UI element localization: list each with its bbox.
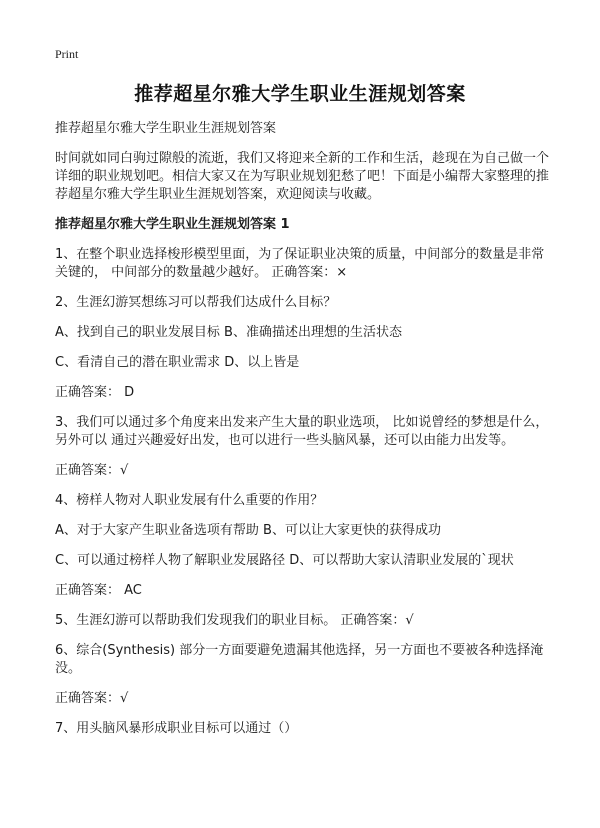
question-2-options-ab: A、找到自己的职业发展目标 B、准确描述出理想的生活状态 [55,325,402,340]
intro-paragraph: 时间就如同白驹过隙般的流逝，我们又将迎来全新的工作和生活，趁现在为自己做一个详细的职业规划吧。相信大家又在为写职业规划犯愁了吧！下面是小编帮大家整理的推荐超星尔雅大学生职业生涯规划答案，欢迎阅读与收藏。 [55,151,550,202]
question-2-options-cd: C、看清自己的潜在职业需求 D、以上皆是 [55,355,300,370]
document-body [55,120,555,750]
question-2: 2、生涯幻游冥想练习可以帮我们达成什么目标？ [55,295,337,310]
document-subtitle: 推荐超星尔雅大学生职业生涯规划答案 [55,121,277,136]
question-6-answer: 正确答案：√ [55,691,129,706]
question-1: 1、在整个职业选择梭形模型里面，为了保证职业决策的质量，中间部分的数量是非常关键的， 中间部分的数量越少越好。 正确答案：× [55,247,545,280]
question-3: 3、我们可以通过多个角度来出发来产生大量的职业选项， 比如说曾经的梦想是什么， 另外可以 通过兴趣爱好出发，也可以进行一些头脑风暴，还可以由能力出发等。 [55,415,549,448]
question-7: 7、用头脑风暴形成职业目标可以通过（） [55,721,298,736]
section-heading: 推荐超星尔雅大学生职业生涯规划答案 1 [55,217,290,232]
question-4: 4、榜样人物对人职业发展有什么重要的作用？ [55,493,324,508]
page-title: 推荐超星尔雅大学生职业生涯规划答案 [134,83,466,105]
question-5: 5、生涯幻游可以帮助我们发现我们的职业目标。 正确答案：√ [55,613,414,628]
print-label: Print [55,47,79,61]
question-4-answer: 正确答案： AC [55,583,142,598]
question-4-options-ab: A、对于大家产生职业备选项有帮助 B、可以让大家更快的获得成功 [55,523,441,538]
question-3-answer: 正确答案：√ [55,463,129,478]
question-6: 6、综合(Synthesis) 部分一方面要避免遗漏其他选择，另一方面也不要被各种选择淹没。 [55,643,544,676]
question-2-answer: 正确答案： D [55,385,135,400]
question-4-options-cd: C、可以通过榜样人物了解职业发展路径 D、可以帮助大家认清职业发展的`现状 [55,553,514,568]
